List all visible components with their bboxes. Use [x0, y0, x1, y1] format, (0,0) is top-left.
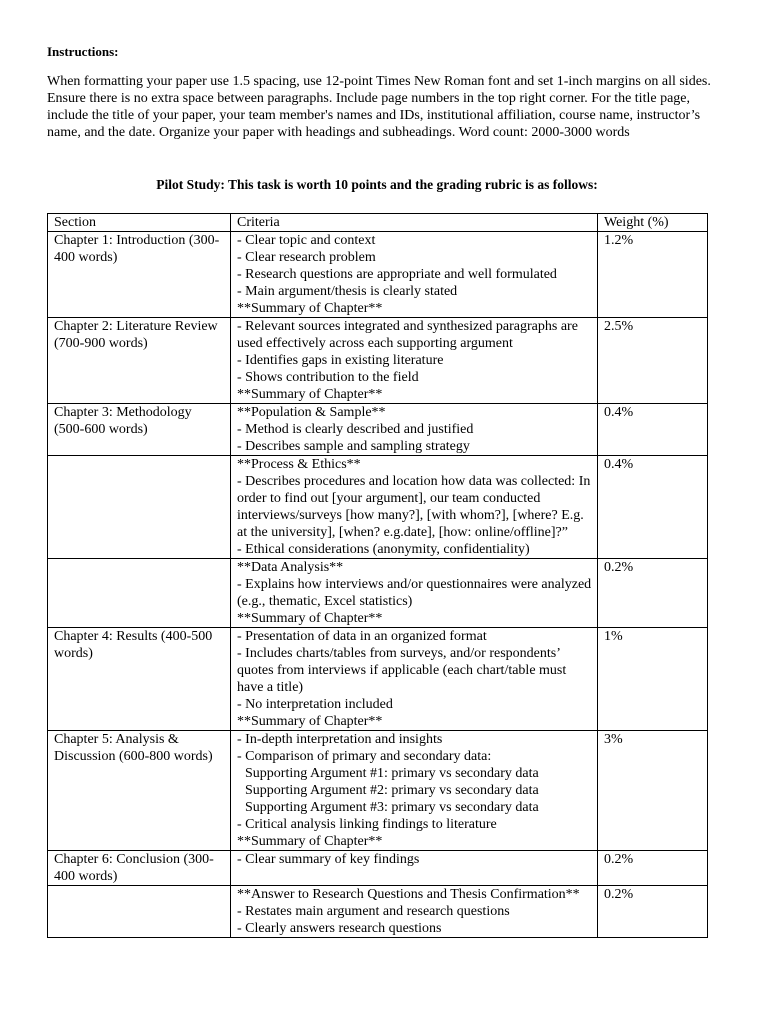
criteria-cell [231, 731, 598, 851]
table-row [48, 628, 708, 731]
weight-cell: 3% [598, 731, 708, 851]
criteria-line: - Identifies gaps in existing literature [237, 353, 444, 368]
table-row [48, 232, 708, 318]
section-cell [48, 559, 231, 628]
criteria-line: - Includes charts/tables from surveys, and/or respondents’ quotes from interviews if applicable (each chart/table must have a title) [237, 646, 567, 695]
criteria-cell [231, 628, 598, 731]
section-cell [48, 456, 231, 559]
criteria-line: - Clearly answers research questions [237, 921, 442, 936]
criteria-line: **Summary of Chapter** [237, 611, 383, 626]
criteria-line: - Describes sample and sampling strategy [237, 439, 470, 454]
section-cell: Chapter 5: Analysis & Discussion (600-800 words) [48, 731, 231, 851]
criteria-line: **Population & Sample** [237, 405, 386, 420]
criteria-cell [231, 851, 598, 886]
weight-cell: 0.2% [598, 851, 708, 886]
section-cell: Chapter 4: Results (400-500 words) [48, 628, 231, 731]
weight-cell: 0.4% [598, 404, 708, 456]
criteria-cell [231, 886, 598, 938]
section-cell: Chapter 6: Conclusion (300-400 words) [48, 851, 231, 886]
criteria-line: - Describes procedures and location how data was collected: In order to find out [your argument], our team conducted interviews/surveys [how many?], [with whom?], [where? E.g. at the university], [when? e.g.date], [how: online/offline]?” [237, 474, 591, 540]
instructions-heading: Instructions: [47, 44, 119, 59]
criteria-line: **Summary of Chapter** [237, 387, 383, 402]
criteria-line: - Main argument/thesis is clearly stated [237, 284, 458, 299]
criteria-line: - Comparison of primary and secondary data: [237, 749, 492, 764]
criteria-cell [231, 404, 598, 456]
section-cell: Chapter 1: Introduction (300-400 words) [48, 232, 231, 318]
criteria-line: - Clear topic and context [237, 233, 376, 248]
weight-cell: 0.2% [598, 886, 708, 938]
criteria-line: Supporting Argument #3: primary vs secondary data [245, 800, 539, 815]
criteria-line: - Presentation of data in an organized format [237, 629, 487, 644]
criteria-line: - Clear research problem [237, 250, 376, 265]
rubric-title: Pilot Study: This task is worth 10 points and the grading rubric is as follows: [156, 177, 598, 192]
table-row [48, 456, 708, 559]
weight-cell: 1.2% [598, 232, 708, 318]
table-row [48, 731, 708, 851]
header-weight: Weight (%) [598, 214, 708, 232]
criteria-line: **Summary of Chapter** [237, 301, 383, 316]
rubric-table [47, 213, 708, 938]
weight-cell: 2.5% [598, 318, 708, 404]
rubric-body [48, 232, 708, 938]
section-cell: Chapter 3: Methodology (500-600 words) [48, 404, 231, 456]
criteria-line: Supporting Argument #2: primary vs secondary data [245, 783, 539, 798]
criteria-line: - Method is clearly described and justified [237, 422, 474, 437]
criteria-line: - Clear summary of key findings [237, 852, 420, 867]
table-row [48, 318, 708, 404]
criteria-line: - Critical analysis linking findings to literature [237, 817, 497, 832]
criteria-cell [231, 318, 598, 404]
criteria-line: - Shows contribution to the field [237, 370, 419, 385]
criteria-line: - In-depth interpretation and insights [237, 732, 443, 747]
header-criteria: Criteria [231, 214, 598, 232]
header-section: Section [48, 214, 231, 232]
table-row [48, 404, 708, 456]
criteria-line: Supporting Argument #1: primary vs secondary data [245, 766, 539, 781]
criteria-line: - Relevant sources integrated and synthesized paragraphs are used effectively across each supporting argument [237, 319, 578, 351]
criteria-line: - Explains how interviews and/or questionnaires were analyzed (e.g., thematic, Excel statistics) [237, 577, 592, 609]
table-row [48, 851, 708, 886]
section-cell [48, 886, 231, 938]
criteria-cell [231, 232, 598, 318]
criteria-cell [231, 559, 598, 628]
criteria-line: **Data Analysis** [237, 560, 344, 575]
weight-cell: 0.2% [598, 559, 708, 628]
criteria-line: **Summary of Chapter** [237, 714, 383, 729]
table-header-row [48, 214, 708, 232]
criteria-cell [231, 456, 598, 559]
criteria-line: - No interpretation included [237, 697, 393, 712]
weight-cell: 0.4% [598, 456, 708, 559]
weight-cell: 1% [598, 628, 708, 731]
criteria-line: **Answer to Research Questions and Thesis Confirmation** [237, 887, 580, 902]
criteria-line: - Ethical considerations (anonymity, confidentiality) [237, 542, 530, 557]
table-row [48, 886, 708, 938]
criteria-line: **Summary of Chapter** [237, 834, 383, 849]
criteria-line: - Research questions are appropriate and well formulated [237, 267, 557, 282]
criteria-line: - Restates main argument and research questions [237, 904, 510, 919]
section-cell: Chapter 2: Literature Review (700-900 words) [48, 318, 231, 404]
criteria-line: **Process & Ethics** [237, 457, 361, 472]
table-row [48, 559, 708, 628]
instructions-paragraph: When formatting your paper use 1.5 spacing, use 12-point Times New Roman font and set 1-inch margins on all sides. Ensure there is no extra space between paragraphs. Include page numbers in the top right corner. For the title page, include the title of your paper, your team member's names and IDs, institutional affiliation, course name, instructor’s name, and the date. Organize your paper with headings and subheadings. Word count: 2000-3000 words [47, 74, 711, 140]
